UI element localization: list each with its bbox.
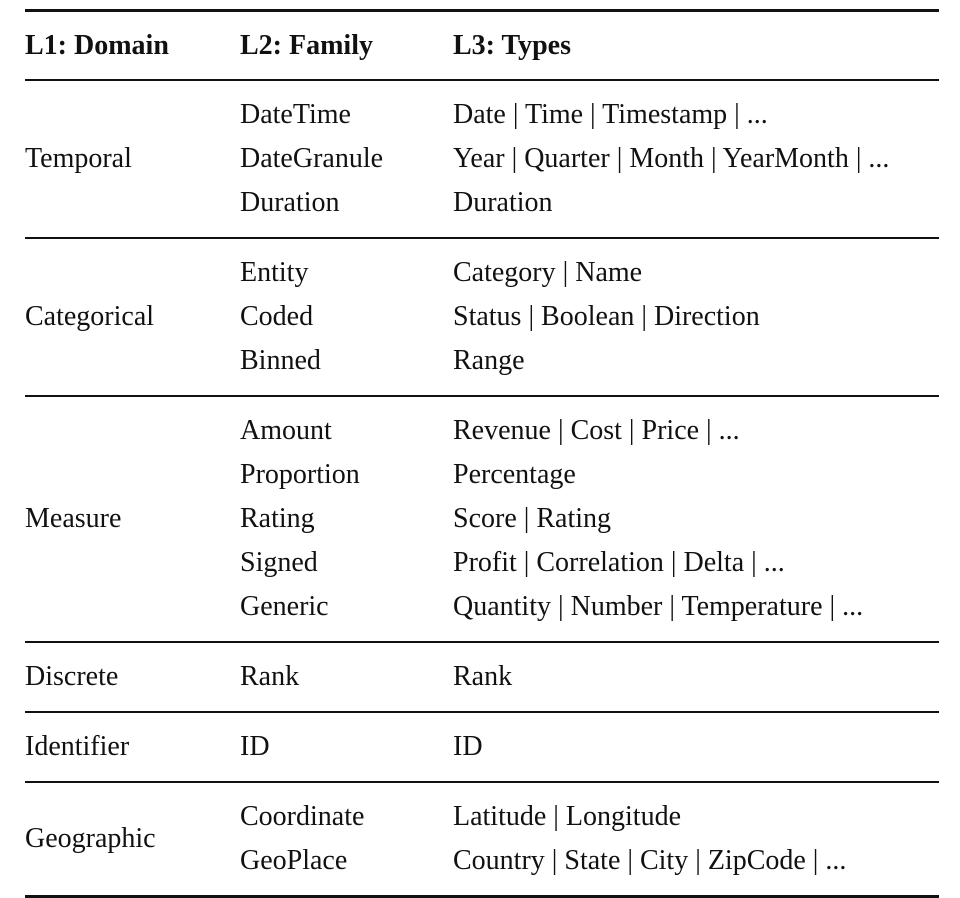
family-cell: Coded: [240, 301, 314, 332]
table-row: [240, 839, 846, 883]
types-cell: Latitude | Longitude: [453, 801, 681, 832]
header-l3-types: L3: Types: [453, 29, 571, 61]
family-cell: Entity: [240, 257, 309, 288]
types-cell: Year | Quarter | Month | YearMonth | ...: [453, 143, 890, 174]
domain-group: [25, 81, 939, 237]
family-cell: Signed: [240, 547, 318, 578]
types-cell: Status | Boolean | Direction: [453, 301, 760, 332]
table-header: [25, 12, 939, 79]
family-cell: Binned: [240, 345, 321, 376]
family-cell: Duration: [240, 187, 340, 218]
types-cell: Revenue | Cost | Price | ...: [453, 415, 740, 446]
types-cell: ID: [453, 731, 483, 762]
family-cell: Coordinate: [240, 801, 365, 832]
domain-group: [25, 783, 939, 895]
family-cell: GeoPlace: [240, 845, 348, 876]
family-cell: DateTime: [240, 99, 351, 130]
table-row: [240, 585, 863, 629]
family-cell: Proportion: [240, 459, 360, 490]
types-cell: Profit | Correlation | Delta | ...: [453, 547, 785, 578]
table-row: [240, 93, 889, 137]
table-row: [240, 725, 483, 769]
table-row: [240, 541, 863, 585]
domain-cell: Temporal: [25, 143, 132, 174]
types-cell: Duration: [453, 187, 553, 218]
types-cell: Percentage: [453, 459, 576, 490]
family-cell: ID: [240, 731, 270, 762]
table-row: [240, 655, 512, 699]
types-cell: Rank: [453, 661, 513, 692]
family-cell: Rank: [240, 661, 300, 692]
domain-cell: Geographic: [25, 823, 156, 854]
types-cell: Country | State | City | ZipCode | ...: [453, 845, 847, 876]
types-cell: Quantity | Number | Temperature | ...: [453, 591, 864, 622]
header-l1-domain: L1: Domain: [25, 29, 169, 61]
types-cell: Range: [453, 345, 525, 376]
domain-group: [25, 713, 939, 781]
domain-cell: Measure: [25, 503, 122, 534]
family-cell: Rating: [240, 503, 315, 534]
table-row: [240, 795, 846, 839]
domain-cell: Categorical: [25, 301, 155, 332]
table-row: [240, 137, 889, 181]
family-rows: [240, 409, 863, 629]
domain-cell: Identifier: [25, 731, 130, 762]
table-row: [240, 339, 760, 383]
types-cell: Score | Rating: [453, 503, 612, 534]
types-cell: Date | Time | Timestamp | ...: [453, 99, 768, 130]
domain-cell: Discrete: [25, 661, 119, 692]
table-body: [25, 81, 939, 895]
family-rows: [240, 655, 512, 699]
family-cell: DateGranule: [240, 143, 384, 174]
family-cell: Generic: [240, 591, 329, 622]
domain-group: [25, 239, 939, 395]
table-row: [240, 295, 760, 339]
family-rows: [240, 93, 889, 225]
table-row: [240, 497, 863, 541]
family-rows: [240, 251, 760, 383]
table-row: [240, 181, 889, 225]
table-row: [240, 251, 760, 295]
domain-group: [25, 643, 939, 711]
domain-group: [25, 397, 939, 641]
family-cell: Amount: [240, 415, 332, 446]
table-row: [240, 409, 863, 453]
table-row: [240, 453, 863, 497]
taxonomy-table: [25, 9, 939, 898]
types-cell: Category | Name: [453, 257, 643, 288]
family-rows: [240, 795, 846, 883]
header-l2-family: L2: Family: [240, 29, 373, 61]
family-rows: [240, 725, 483, 769]
